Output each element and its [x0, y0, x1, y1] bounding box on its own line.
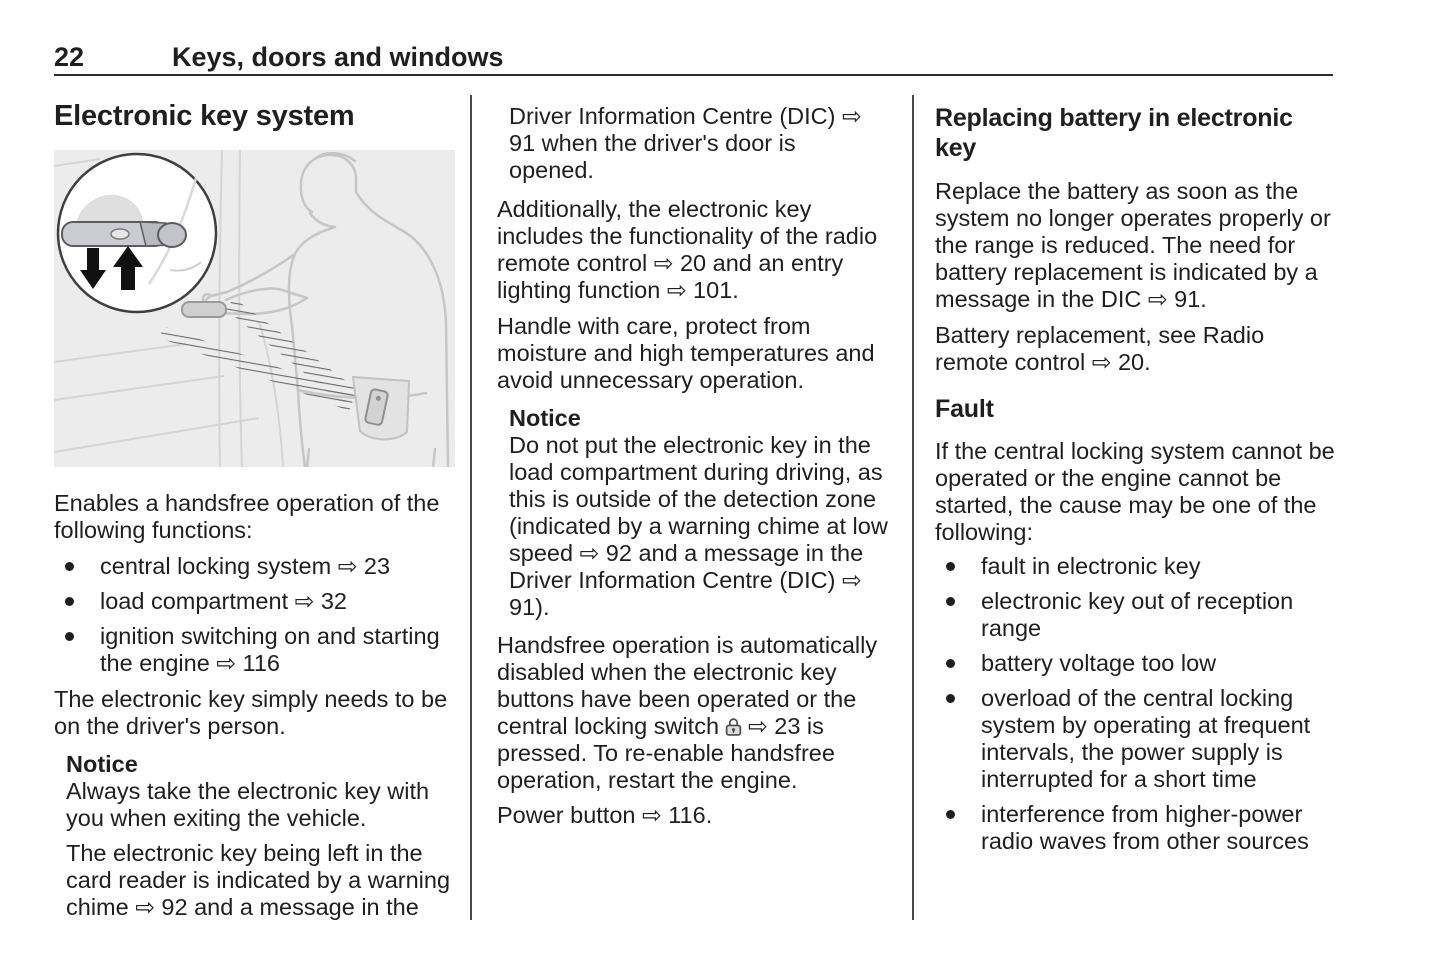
bullet-dot: [946, 694, 955, 703]
column-divider-right: [912, 95, 914, 920]
notice-paragraph: Always take the electronic key with you when exiting the vehicle.: [66, 778, 430, 831]
section-title: Electronic key system: [54, 100, 355, 132]
notice-continuation-paragraph: Driver Information Centre (DIC) ⇨ 91 when the driver's door is opened.: [509, 103, 862, 183]
list-item: [54, 553, 455, 580]
list-item: [935, 553, 1335, 580]
bullet-dot: [946, 810, 955, 819]
list-item-text: central locking system ⇨ 23: [100, 553, 391, 579]
battery-heading: Replacing battery in electronic key: [935, 104, 1293, 162]
bullet-dot: [946, 597, 955, 606]
list-item-text: overload of the central locking system by operating at frequent intervals, the power supply is interrupted for a short time: [981, 685, 1311, 792]
list-item-text: fault in electronic key: [981, 553, 1201, 579]
list-item-text: electronic key out of reception range: [981, 588, 1294, 641]
handsfree-paragraph: [497, 632, 893, 794]
handsfree-text-after: ⇨ 23 is pressed. To re-enable handsfree operation, restart the engine.: [497, 713, 835, 793]
list-item-text: load compartment ⇨ 32: [100, 588, 347, 614]
list-item-text: interference from higher-power radio waves from other sources: [981, 801, 1309, 854]
list-item: [54, 588, 455, 615]
column-left: [54, 98, 455, 921]
replace-battery-paragraph: Replace the battery as soon as the system no longer operates properly or the range is reduced. The need for battery replacement is indicated by a message in the DIC ⇨ 91.: [935, 178, 1331, 312]
column-divider-left: [470, 95, 472, 920]
key-in-pocket: [353, 377, 409, 439]
key-on-person-paragraph: The electronic key simply needs to be on the driver's person.: [54, 686, 448, 739]
column-middle: [497, 98, 893, 829]
lock-icon: [725, 717, 742, 736]
notice-paragraph: Do not put the electronic key in the load compartment during driving, as this is outside of the detection zone (indicated by a warning chime at low speed ⇨ 92 and a message in the Driver Information Centre (DIC) ⇨ 91).: [509, 432, 888, 620]
list-item: [935, 685, 1335, 793]
bullet-dot: [65, 597, 74, 606]
additionally-paragraph: Additionally, the electronic key includes the functionality of the radio remote control ⇨ 20 and an entry lighting function ⇨ 101.: [497, 196, 878, 303]
handsfree-text-before: Handsfree operation is automatically disabled when the electronic key buttons have been operated or the central locking switch: [497, 632, 878, 739]
intro-paragraph: Enables a handsfree operation of the following functions:: [54, 490, 440, 543]
list-item: [935, 801, 1335, 855]
header-rule: [54, 74, 1333, 76]
list-item: [935, 588, 1335, 642]
list-item: [54, 623, 455, 677]
bullet-dot: [946, 659, 955, 668]
notice-label: Notice: [66, 751, 138, 777]
notice-label: Notice: [509, 405, 581, 431]
electronic-key-figure: [54, 150, 455, 467]
power-button-paragraph: Power button ⇨ 116.: [497, 802, 713, 828]
notice-block: [66, 751, 455, 921]
list-item: [935, 650, 1335, 677]
notice-block: [509, 405, 893, 621]
handle-care-paragraph: Handle with care, protect from moisture and high temperatures and avoid unnecessary operation.: [497, 313, 875, 393]
bullet-dot: [65, 562, 74, 571]
handsfree-functions-list: [54, 553, 455, 677]
column-right: [935, 98, 1335, 855]
fault-causes-list: [935, 553, 1335, 855]
fault-heading: Fault: [935, 395, 994, 423]
bullet-dot: [946, 562, 955, 571]
chapter-title: Keys, doors and windows: [172, 42, 504, 72]
bullet-dot: [65, 632, 74, 641]
page-number: 22: [54, 42, 85, 72]
fault-intro-paragraph: If the central locking system cannot be operated or the engine cannot be started, the cause may be one of the following:: [935, 438, 1335, 545]
list-item-text: battery voltage too low: [981, 650, 1217, 676]
notice-paragraph: The electronic key being left in the card reader is indicated by a warning chime ⇨ 92 and a message in the: [66, 840, 451, 920]
battery-see-paragraph: Battery replacement, see Radio remote control ⇨ 20.: [935, 322, 1265, 375]
list-item-text: ignition switching on and starting the engine ⇨ 116: [100, 623, 440, 676]
magnifier-circle: [58, 154, 216, 312]
